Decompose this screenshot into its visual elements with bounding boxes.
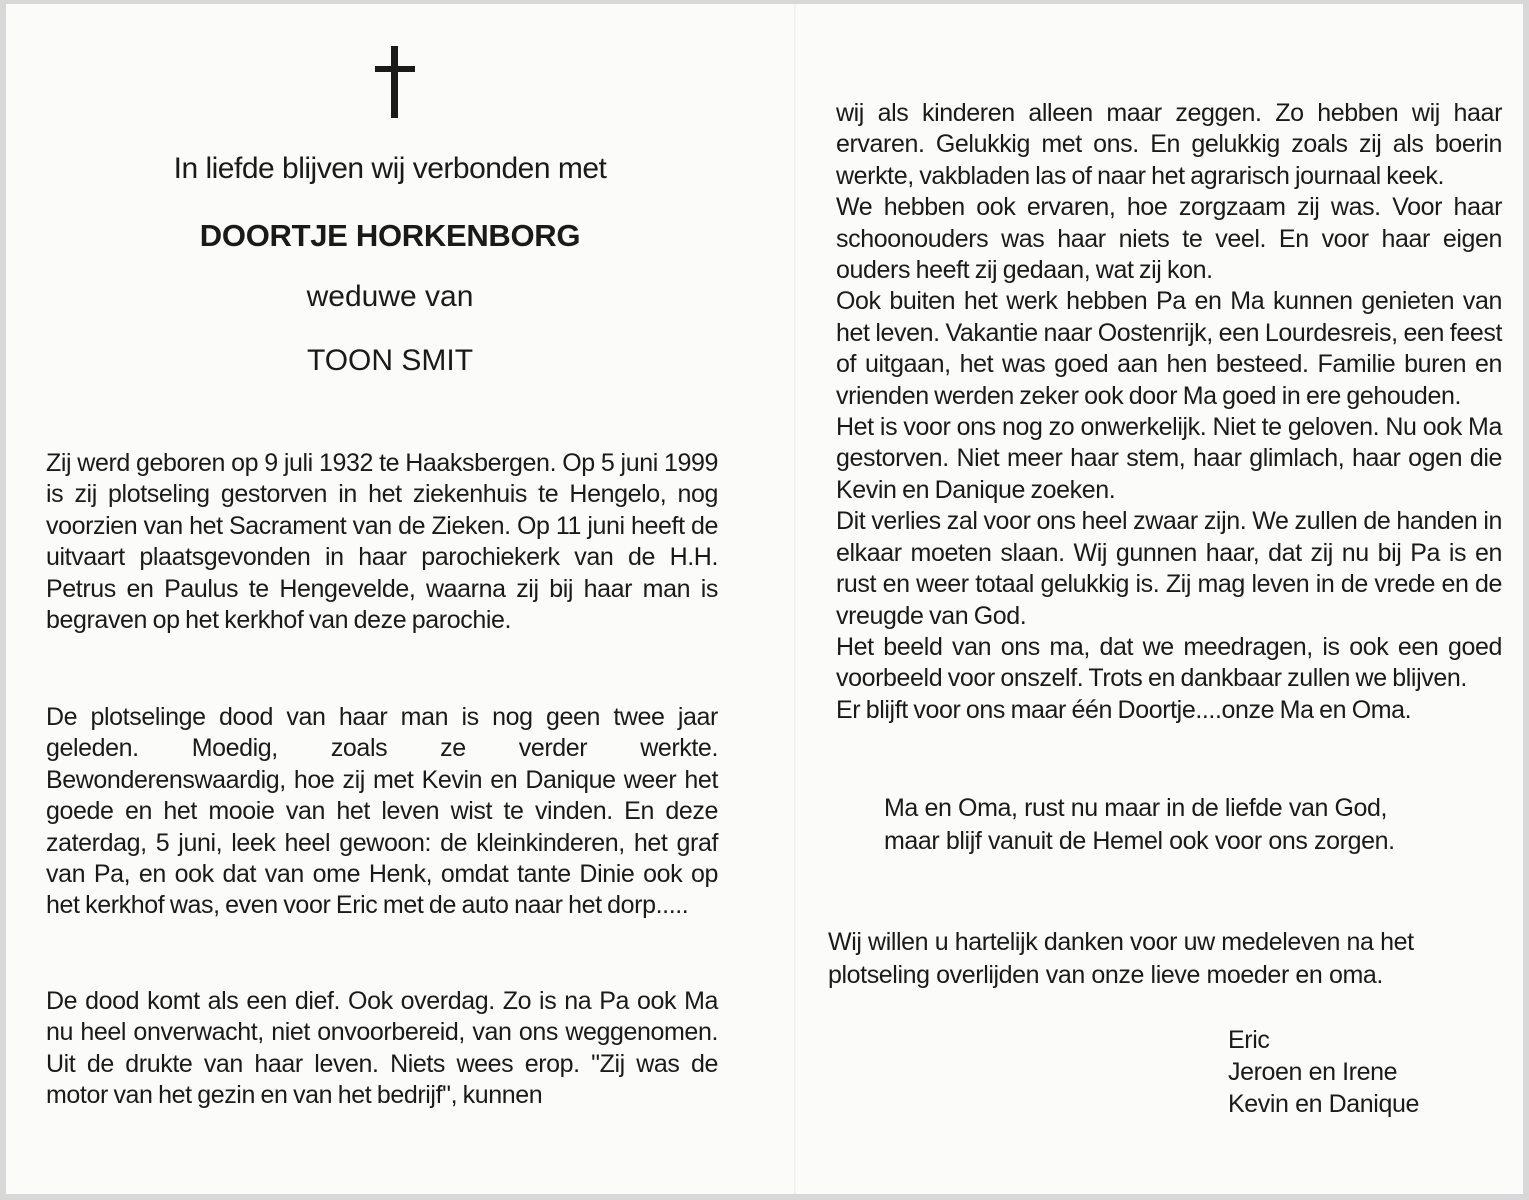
tribute-line: Dit verlies zal voor ons heel zwaar zijn. We zullen de handen in elkaar moeten slaan. Wij gunnen haar, dat zij nu bij Pa is en rust en weer totaal gelukkig is. Zij mag leven in de vrede en de vreugde van God. (836, 507, 1502, 630)
verse-line: maar blijf vanuit de Hemel ook voor ons zorgen. (884, 827, 1395, 855)
thanks-note: Wij willen u hartelijk danken voor uw medeleven na het plotseling overlijden van onze lieve moeder en oma. (828, 928, 1414, 989)
signatory: Kevin en Danique (1228, 1090, 1419, 1118)
tribute-line: Het is voor ons nog zo onwerkelijk. Niet te geloven. Nu ook Ma gestorven. Niet meer haar stem, haar glimlach, haar ogen die Kevin en Danique zoeken. (836, 413, 1502, 504)
signatory: Eric (1228, 1026, 1270, 1054)
intro-line: In liefde blijven wij verbonden met (173, 152, 607, 185)
deceased-name: DOORTJE HORKENBORG (199, 218, 581, 253)
tribute-continuation (836, 98, 1502, 726)
right-page (828, 4, 1503, 1194)
memory-paragraph: De plotselinge dood van haar man is nog geen twee jaar geleden. Moedig, zoals ze verder werkte. Bewonderenswaardig, hoe zij met Kevin en Danique weer het goede en het mooie van het leven wist te vinden. En deze zaterdag, 5 juni, leek heel gewoon: de kleinkinderen, het graf van Pa, en ook dat van ome Henk, omdat tante Dinie ook op het kerkhof was, even voor Eric met de auto naar het dorp..... (46, 703, 718, 920)
closing-verse (884, 792, 1395, 858)
memorial-card (6, 4, 1523, 1194)
tribute-line: Ook buiten het werk hebben Pa en Ma kunnen genieten van het leven. Vakantie naar Oostenrijk, een Lourdesreis, een feest of uitgaan, het was goed aan hen besteed. Familie buren en vrienden werden zeker ook door Ma goed in ere gehouden. (836, 287, 1502, 410)
signatories (1228, 1024, 1419, 1120)
tribute-paragraph: De dood komt als een dief. Ook overdag. Zo is na Pa ook Ma nu heel onverwacht, niet onvoorbereid, van ons weggenomen. Uit de drukte van haar leven. Niets wees erop. "Zij was de motor van het gezin en van het bedrijf", kunnen (46, 987, 718, 1110)
verse-line: Ma en Oma, rust nu maar in de liefde van God, (884, 794, 1388, 822)
tribute-line: wij als kinderen alleen maar zeggen. Zo hebben wij haar ervaren. Gelukkig met ons. En gelukkig zoals zij als boerin werkte, vakbladen las of naar het agrarisch journaal keek. (836, 99, 1502, 190)
tribute-line: We hebben ook ervaren, hoe zorgzaam zij was. Voor haar schoonouders was haar niets te veel. En voor haar eigen ouders heeft zij gedaan, wat zij kon. (836, 193, 1502, 285)
cross-icon (375, 46, 415, 118)
card-fold (794, 4, 796, 1194)
biography-paragraph: Zij werd geboren op 9 juli 1932 te Haaksbergen. Op 5 juni 1999 is zij plotseling gestorven in het ziekenhuis te Hengelo, nog voorzien van het Sacrament van de Zieken. Op 11 juni heeft de uitvaart plaatsgevonden in haar parochiekerk van de H.H. Petrus en Paulus te Hengevelde, waarna zij bij haar man is begraven op het kerkhof van deze parochie. (46, 449, 718, 635)
widow-of-line: weduwe van (306, 280, 474, 313)
husband-name: TOON SMIT (306, 344, 474, 377)
tribute-line: Het beeld van ons ma, dat we meedragen, is ook een goed voorbeeld voor onszelf. Trots en dankbaar zullen we blijven. (836, 632, 1502, 693)
left-page (40, 4, 720, 1194)
signatory: Jeroen en Irene (1228, 1058, 1398, 1086)
tribute-line: Er blijft voor ons maar één Doortje....onze Ma en Oma. (836, 695, 1412, 724)
